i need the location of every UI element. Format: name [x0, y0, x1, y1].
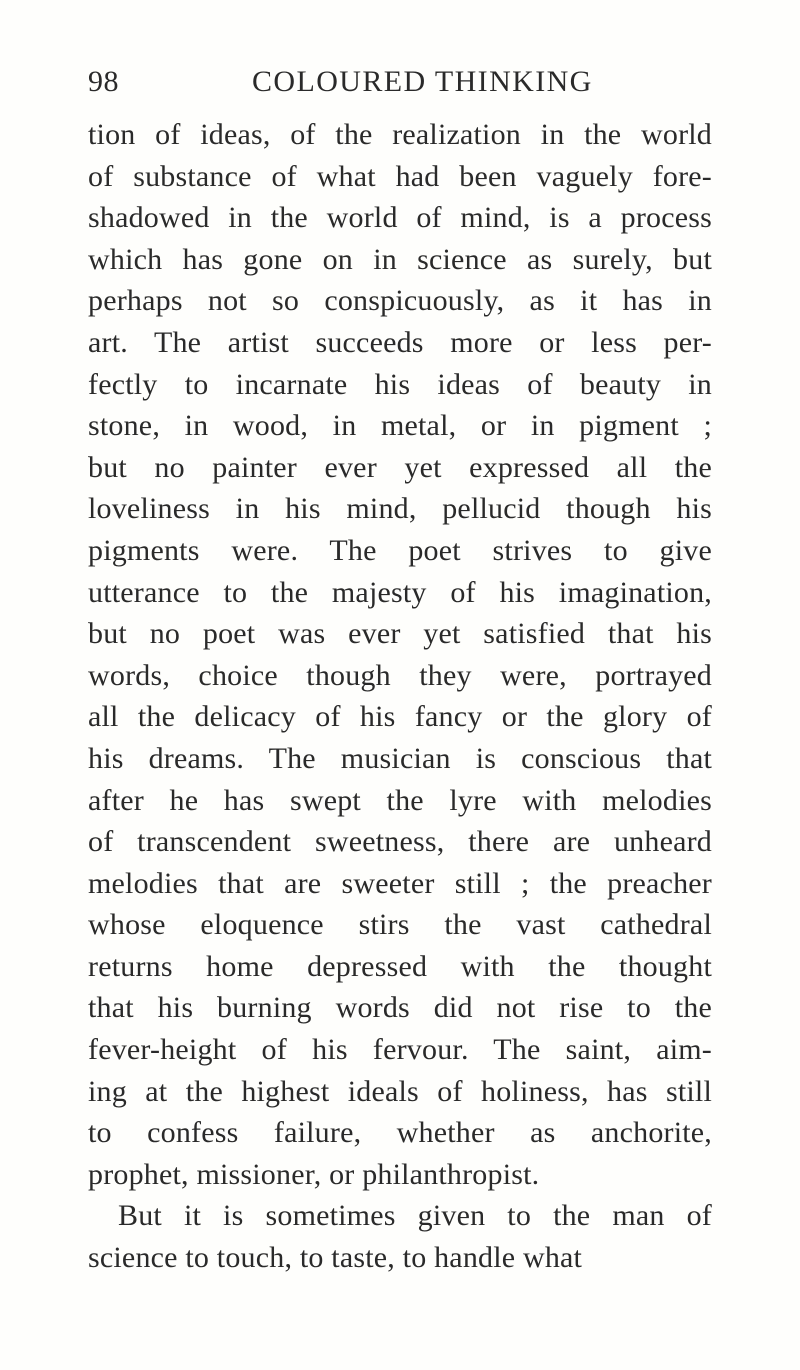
running-head	[88, 62, 712, 102]
page-number: 98	[88, 65, 119, 98]
running-title: COLOURED THINKING	[252, 65, 593, 98]
text-line: fever-height of his fervour. The saint, aim-	[88, 1033, 712, 1067]
text-line: but no poet was ever yet satisfied that his	[88, 617, 712, 651]
text-line: after he has swept the lyre with melodies	[88, 783, 712, 817]
text-line: art. The artist succeeds more or less per-	[88, 325, 712, 359]
text-line: all the delicacy of his fancy or the glory of	[88, 700, 712, 734]
text-line: shadowed in the world of mind, is a process	[88, 201, 712, 235]
text-line: but no painter ever yet expressed all the	[88, 450, 712, 484]
text-line: pigments were. The poet strives to give	[88, 533, 712, 567]
text-line: his dreams. The musician is conscious that	[88, 741, 712, 775]
text-line: which has gone on in science as surely, but	[88, 242, 712, 276]
text-line: of substance of what had been vaguely fore-	[88, 159, 712, 193]
text-line: returns home depressed with the thought	[88, 949, 712, 983]
body-text	[88, 114, 712, 1279]
text-line: ing at the highest ideals of holiness, has still	[88, 1074, 712, 1108]
text-line: words, choice though they were, portrayed	[88, 658, 712, 692]
text-line: stone, in wood, in metal, or in pigment ;	[88, 409, 712, 443]
text-line: of transcendent sweetness, there are unheard	[88, 825, 712, 859]
text-line: perhaps not so conspicuously, as it has in	[88, 284, 712, 318]
text-line: whose eloquence stirs the vast cathedral	[88, 908, 712, 942]
text-line: that his burning words did not rise to the	[88, 991, 712, 1025]
text-line: melodies that are sweeter still ; the preacher	[88, 866, 712, 900]
text-line: prophet, missioner, or philanthropist.	[88, 1157, 540, 1191]
text-line: science to touch, to taste, to handle what	[88, 1241, 583, 1275]
text-line: tion of ideas, of the realization in the world	[88, 118, 712, 151]
text-line: to confess failure, whether as anchorite,	[88, 1116, 712, 1150]
text-line: loveliness in his mind, pellucid though his	[88, 492, 712, 526]
text-line: But it is sometimes given to the man of	[118, 1199, 712, 1233]
text-line: fectly to incarnate his ideas of beauty in	[88, 367, 712, 401]
text-line: utterance to the majesty of his imagination,	[88, 575, 712, 609]
